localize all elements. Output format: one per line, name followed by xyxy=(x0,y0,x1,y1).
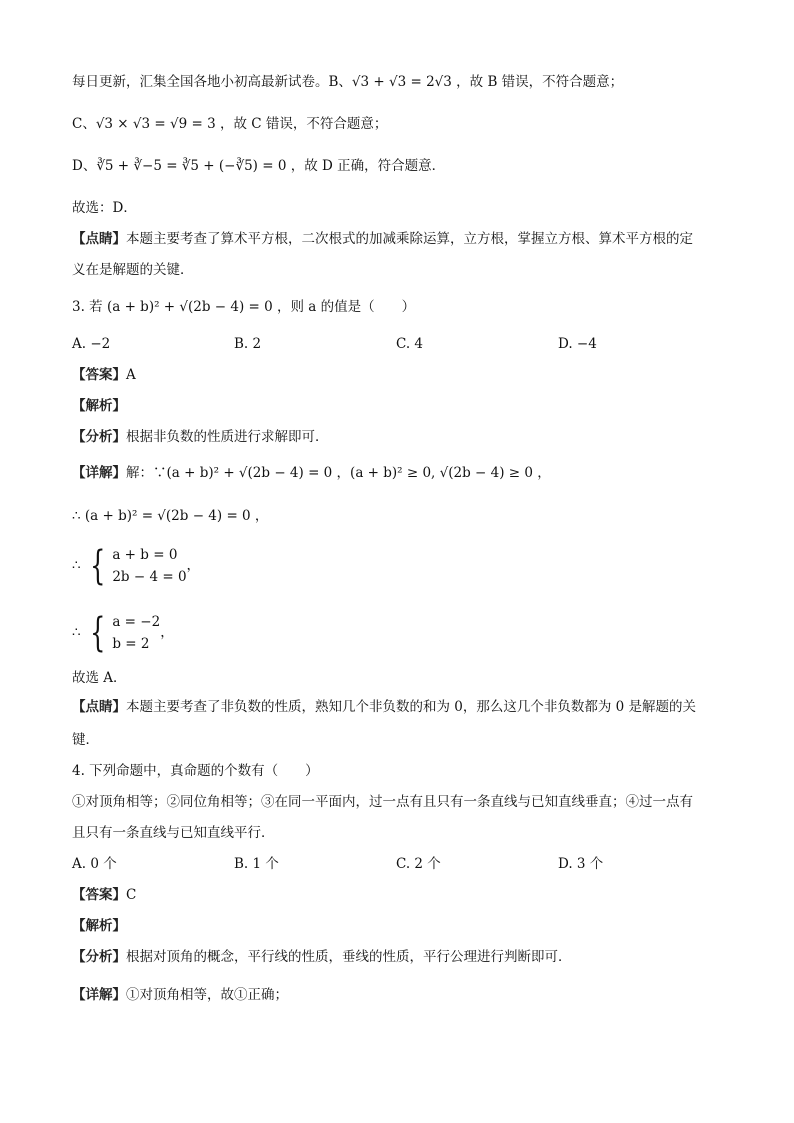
note-text: 本题主要考查了非负数的性质，熟知几个非负数的和为 0，那么这几个非负数都为 0 是解题的关 xyxy=(126,699,697,715)
punctuation: ， xyxy=(160,624,174,641)
fenxi-tag: 【分析】 xyxy=(72,429,126,445)
q3-choice-c: C. 4 xyxy=(396,336,424,352)
q4-choice-c: C. 2 个 xyxy=(396,856,441,872)
text-line: 每日更新，汇集全国各地小初高最新试卷。B、√3 + √3 = 2√3 ，故 B 错误，不符合题意； xyxy=(72,74,624,90)
fenxi-line xyxy=(72,427,329,447)
system-of-equations xyxy=(72,544,200,588)
text-line: 且只有一条直线与已知直线平行． xyxy=(72,825,275,841)
answer-line xyxy=(72,365,136,385)
q4-choice-d: D. 3 个 xyxy=(558,856,604,872)
detail-tag: 【详解】 xyxy=(72,987,126,1003)
note-line xyxy=(72,229,693,249)
equation-row: b = 2 xyxy=(112,636,150,652)
answer-tag: 【答案】 xyxy=(72,887,126,903)
analysis-line xyxy=(72,916,126,936)
note-tag: 【点睛】 xyxy=(72,699,126,715)
question-3: 3. 若 (a + b)² + √(2b − 4) = 0 ，则 a 的值是（ ） xyxy=(72,299,416,315)
step-line: ∴ (a + b)² = √(2b − 4) = 0 ， xyxy=(72,508,269,524)
answer-tag: 【答案】 xyxy=(72,367,126,383)
fenxi-text: 根据非负数的性质进行求解即可． xyxy=(126,429,329,445)
analysis-tag: 【解析】 xyxy=(72,398,126,414)
equation-brace xyxy=(85,544,187,588)
note-tag: 【点睛】 xyxy=(72,231,126,247)
analysis-tag: 【解析】 xyxy=(72,918,126,934)
q4-choice-b: B. 1 个 xyxy=(234,856,279,872)
fenxi-tag: 【分析】 xyxy=(72,949,126,965)
punctuation: ， xyxy=(186,557,201,574)
therefore-symbol: ∴ xyxy=(72,557,81,574)
left-brace-icon: { xyxy=(89,543,106,589)
q4-choice-a: A. 0 个 xyxy=(72,856,117,872)
text-line: 故选 A． xyxy=(72,670,127,686)
detail-line xyxy=(72,463,551,483)
text-line: 键． xyxy=(72,732,99,748)
answer-value: C xyxy=(126,887,137,903)
equation-row: a = −2 xyxy=(112,614,161,630)
q3-choice-b: B. 2 xyxy=(234,336,262,352)
detail-tag: 【详解】 xyxy=(72,465,126,481)
note-line xyxy=(72,697,696,717)
text-line: ①对顶角相等；②同位角相等；③在同一平面内，过一点有且只有一条直线与已知直线垂直；④过一点有 xyxy=(72,794,693,810)
equation-row: a + b = 0 xyxy=(112,547,178,563)
detail-text: 解：∵(a + b)² + √(2b − 4) = 0 ，(a + b)² ≥ 0, √(2b − 4) ≥ 0 ， xyxy=(126,465,551,481)
analysis-line xyxy=(72,396,126,416)
text-line: 义在是解题的关键． xyxy=(72,262,194,278)
solution-system xyxy=(72,611,174,655)
q3-choice-d: D. −4 xyxy=(558,336,597,352)
detail-line xyxy=(72,985,288,1005)
answer-line xyxy=(72,885,136,905)
left-brace-icon: { xyxy=(89,610,106,656)
text-line: C、√3 × √3 = √9 = 3 ，故 C 错误，不符合题意； xyxy=(72,116,388,132)
detail-text: ①对顶角相等，故①正确； xyxy=(126,987,288,1003)
fenxi-text: 根据对顶角的概念，平行线的性质，垂线的性质，平行公理进行判断即可． xyxy=(126,949,572,965)
question-4: 4. 下列命题中，真命题的个数有（ ） xyxy=(72,763,319,779)
answer-value: A xyxy=(126,367,136,383)
text-line: D、∛5 + ∛−5 = ∛5 + (−∛5) = 0 ，故 D 正确，符合题意． xyxy=(72,158,446,174)
fenxi-line xyxy=(72,947,572,967)
therefore-symbol: ∴ xyxy=(72,624,81,641)
equation-brace xyxy=(85,611,160,655)
equation-row: 2b − 4 = 0 xyxy=(112,569,187,585)
text-line: 故选：D． xyxy=(72,200,137,216)
note-text: 本题主要考查了算术平方根，二次根式的加减乘除运算，立方根，掌握立方根、算术平方根的定 xyxy=(126,231,693,247)
q3-choice-a: A. −2 xyxy=(72,336,111,352)
